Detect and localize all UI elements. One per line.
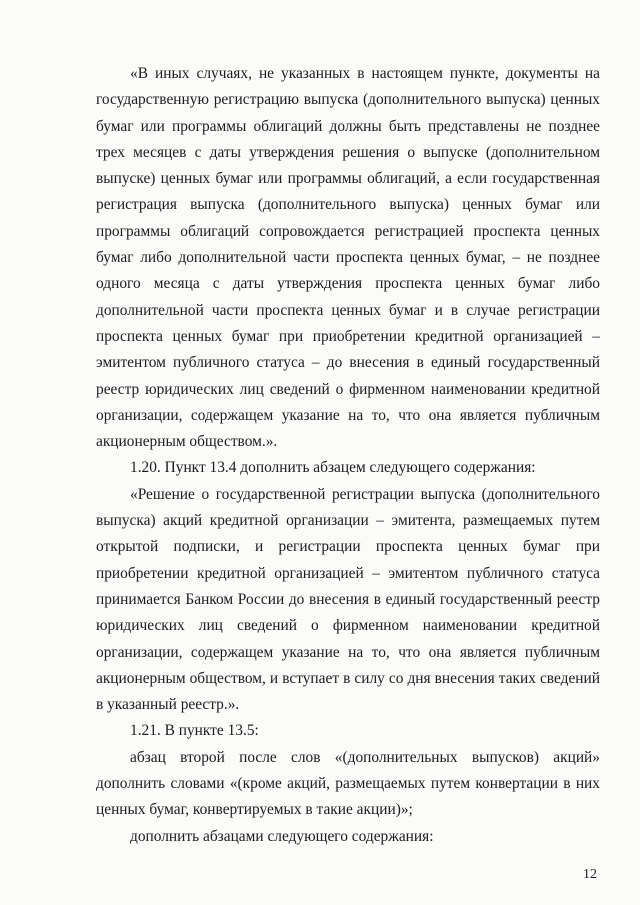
paragraph-add-indents: дополнить абзацами следующего содержания: xyxy=(130,827,434,845)
page-number: 12 xyxy=(583,867,597,882)
document-body xyxy=(96,61,600,850)
paragraph-registration-deadlines: «В иных случаях, не указанных в настоящем пункте, документы на государственную регистрацию выпуска (дополнительного выпуска) ценных бумаг или программы облигаций должны быть представлены не позднее трех месяцев с даты утверждения решения о выпуске (дополнительном выпуске) ценных бумаг или программы облигаций, а если государственная регистрация выпуска (дополнительного выпуска) ценных бумаг или программы облигаций сопровождается регистрацией проспекта ценных бумаг либо дополнительной части проспекта ценных бумаг, – не позднее одного месяца с даты утверждения проспекта ценных бумаг либо дополнительной части проспекта ценных бумаг и в случае регистрации проспекта ценных бумаг при приобретении кредитной организацией – эмитентом публичного статуса – до внесения в единый государственный реестр юридических лиц сведений о фирменном наименовании кредитной организации, содержащем указание на то, что она является публичным акционерным обществом.». xyxy=(96,65,600,451)
paragraph-clause-1-21: 1.21. В пункте 13.5: xyxy=(130,722,259,740)
paragraph-clause-1-20: 1.20. Пункт 13.4 дополнить абзацем следующего содержания: xyxy=(130,459,536,477)
paragraph-second-indent-amendment: абзац второй после слов «(дополнительных выпусков) акций» дополнить словами «(кроме акций, размещаемых путем конвертации в них ценных бумаг, конвертируемых в такие акции)»; xyxy=(96,748,600,819)
paragraph-registration-decision: «Решение о государственной регистрации выпуска (дополнительного выпуска) акций кредитной организации – эмитента, размещаемых путем открытой подписки, и регистрации проспекта ценных бумаг при приобретении кредитной организацией – эмитентом публичного статуса принимается Банком России до внесения в единый государственный реестр юридических лиц сведений о фирменном наименовании кредитной организации, содержащем указание на то, что она является публичным акционерным обществом, и вступает в силу со дня внесения таких сведений в указанный реестр.». xyxy=(96,485,600,714)
